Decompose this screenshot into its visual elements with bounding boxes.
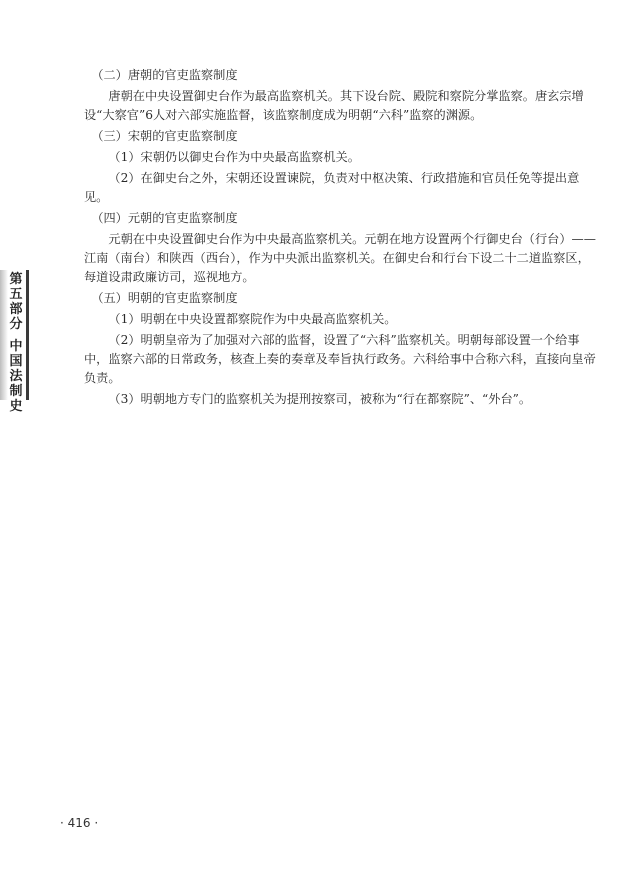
list-item-ming-3: （3）明朝地方专门的监察机关为提刑按察司，被称为“行在都察院”、“外台”。 bbox=[108, 392, 532, 406]
paragraph-tang: 唐朝在中央设置御史台作为最高监察机关。其下设台院、殿院和察院分掌监察。唐玄宗增设“大察官”6人对六部实施监督，该监察制度成为明朝“六科”监察的渊源。 bbox=[84, 89, 584, 122]
list-item-song-1: （1）宋朝仍以御史台作为中央最高监察机关。 bbox=[108, 150, 360, 164]
page-content bbox=[84, 64, 596, 411]
side-char: 五 bbox=[9, 287, 23, 302]
side-char: 第 bbox=[9, 272, 23, 287]
section-heading-yuan: （四）元朝的官吏监察制度 bbox=[91, 211, 238, 225]
side-gap bbox=[7, 332, 25, 339]
section-heading-ming: （五）明朝的官吏监察制度 bbox=[91, 291, 238, 305]
paragraph-yuan: 元朝在中央设置御史台作为中央最高监察机关。元朝在地方设置两个行御史台（行台）——江南（南台）和陕西（西台），作为中央派出监察机关。在御史台和行台下设二十二道监察区，每道设肃政廉访司，巡视地方。 bbox=[84, 232, 596, 284]
page-number: · 416 · bbox=[60, 816, 99, 830]
side-char: 中 bbox=[9, 339, 23, 354]
side-char: 制 bbox=[9, 384, 23, 399]
list-item-ming-1: （1）明朝在中央设置都察院作为中央最高监察机关。 bbox=[108, 312, 397, 326]
section-heading-tang: （二）唐朝的官吏监察制度 bbox=[91, 68, 238, 82]
side-char: 分 bbox=[9, 317, 23, 332]
side-char: 部 bbox=[9, 302, 23, 317]
side-char: 法 bbox=[9, 369, 23, 384]
side-char: 史 bbox=[9, 399, 23, 414]
list-item-song-2: （2）在御史台之外，宋朝还设置谏院，负责对中枢决策、行政措施和官员任免等提出意见。 bbox=[84, 171, 580, 204]
chapter-side-label bbox=[7, 272, 25, 414]
side-char: 国 bbox=[9, 354, 23, 369]
section-heading-song: （三）宋朝的官吏监察制度 bbox=[91, 129, 238, 143]
list-item-ming-2: （2）明朝皇帝为了加强对六部的监督，设置了“六科”监察机关。明朝每部设置一个给事中，监察六部的日常政务，核查上奏的奏章及奉旨执行政务。六科给事中合称六科，直接向皇帝负责。 bbox=[84, 333, 596, 385]
